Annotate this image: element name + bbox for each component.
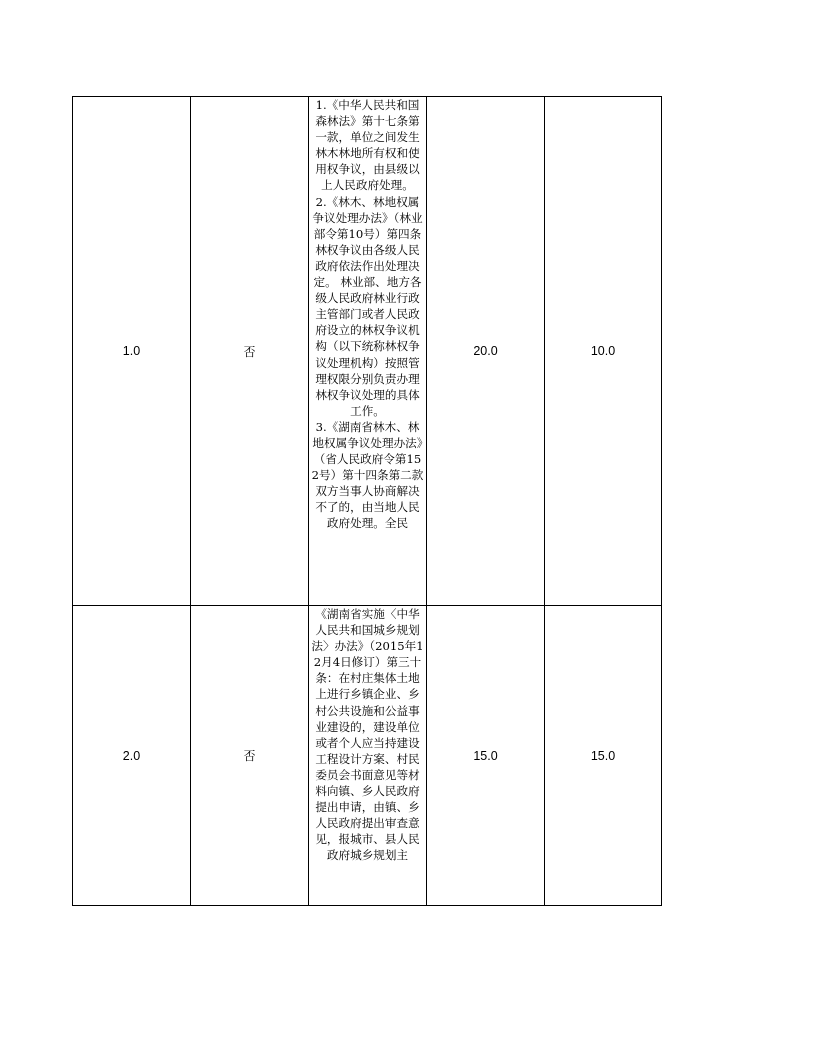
table-row [73, 97, 662, 606]
index-cell: 2.0 [73, 606, 191, 906]
value-a-cell: 15.0 [427, 606, 545, 906]
value-b-cell: 15.0 [545, 606, 662, 906]
value-a-cell: 20.0 [427, 97, 545, 606]
data-table [72, 96, 662, 906]
index-cell: 1.0 [73, 97, 191, 606]
table-row [73, 606, 662, 906]
flag-cell: 否 [191, 97, 309, 606]
flag-cell: 否 [191, 606, 309, 906]
value-b-cell: 10.0 [545, 97, 662, 606]
basis-text: 《湖南省实施〈中华人民共和国城乡规划法〉办法》（2015年12月4日修订）第三十条：在村庄集体土地上进行乡镇企业、乡村公共设施和公益事业建设的，建设单位或者个人应当持建设工程设计方案、村民委员会书面意见等材料向镇、乡人民政府提出申请，由镇、乡人民政府提出审查意见，报城市、县人民政府城乡规划主 [311, 607, 424, 863]
basis-text: 1.《中华人民共和国森林法》第十七条第一款，单位之间发生林木林地所有权和使用权争议，由县级以上人民政府处理。 2.《林木、林地权属争议处理办法》（林业部令第10号）第四条 林权争议由各级人民政府依法作出处理决定。 林业部、地方各级人民政府林业行政主管部门或者人民政府设立的林权争议机构（以下统称林权争议处理机构）按照管理权限分别负责办理林权争议处理的具体工作。 3.《湖南省林木、林地权属争议处理办法》（省人民政府令第152号）第十四条第二款 双方当事人协商解决不了的，由当地人民政府处理。全民 [311, 98, 424, 531]
basis-cell [309, 97, 427, 606]
basis-cell [309, 606, 427, 906]
